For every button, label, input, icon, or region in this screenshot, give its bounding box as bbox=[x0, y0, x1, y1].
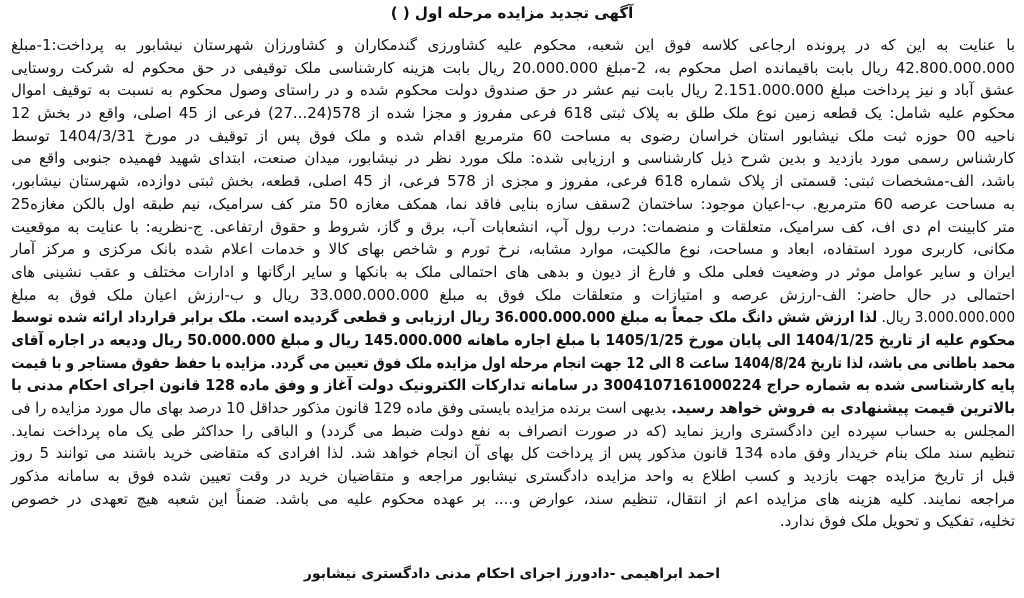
bold-text-segment: پایه کارشناسی شده به شماره حراج 3004107161000224 در سامانه تدارکات الکترونیک دولت آغاز و وفق ماده 128 قانون اجرای احکام مدنی با bbox=[11, 376, 1015, 395]
bold-text-segment: محکوم علیه از تاریخ 1404/1/25 الی پایان مورخ 1405/1/25 با مبلغ اجاره ماهانه 145.000.000 ریال و مبلغ 50.000.000 ریال ودیعه در اجاره آقای bbox=[11, 330, 1015, 349]
text-segment: احتمالی در حال حاضر: الف-ارزش عرصه و امتیازات و متعلقات ملک فوق به مبلغ 33.000.000.000 ریال و ب-ارزش اعیان ملک فوق به مبلغ bbox=[11, 285, 1016, 304]
notice-line bbox=[11, 352, 1015, 375]
text-segment: قبل از تاریخ مزایده جهت بازدید و کسب اطلاع به واحد مزایده دادگستری نیشابور مراجعه و متقاضیان خرید در وقت تعیین شده فوق به سامانه مذکور bbox=[11, 467, 1015, 486]
notice-line bbox=[11, 510, 1015, 533]
notice-line bbox=[11, 147, 1015, 170]
signature: احمد ابراهیمی -دادورز اجرای احکام مدنی دادگستری نیشابور bbox=[303, 566, 721, 582]
notice-line bbox=[11, 329, 1015, 352]
notice-body bbox=[11, 34, 1015, 533]
notice-line bbox=[11, 34, 1015, 57]
notice-line bbox=[11, 488, 1015, 511]
text-segment: 42.800.000.000 ریال بابت باقیمانده اصل محکوم به، 2-مبلغ 20.000.000 ریال بابت هزینه کارشناسی ملک توقیفی در حق محکوم له شرکت روستایی bbox=[11, 58, 1015, 77]
text-segment: مکانی، کاربری مورد استفاده، ابعاد و مساحت، نوع مالکیت، موارد مشابه، نرخ تورم و شاخص بهای کالا و خدمات اعلام شده بانک مرکزی و مرکز آمار bbox=[11, 240, 1015, 259]
notice-line bbox=[11, 125, 1015, 148]
notice-line bbox=[11, 261, 1015, 284]
notice-line bbox=[11, 216, 1015, 239]
notice-line bbox=[11, 238, 1015, 261]
notice-line bbox=[11, 57, 1015, 80]
text-segment: محکوم علیه شامل: یک قطعه زمین نوع ملک طلق به پلاک ثبتی 618 فرعی مفروز و مجزا شده از 578(24...27) فرعی از 45 اصلی، واقع در بخش 12 bbox=[11, 104, 1016, 123]
notice-line bbox=[11, 420, 1015, 443]
notice-line bbox=[11, 397, 1015, 420]
text-segment: کارشناس رسمی مورد بازدید و بدین شرح ذیل کارشناسی و ارزیابی شده: ملک مورد نظر در نیشابور، میدان صنعت، ابتدای شهید فهمیده جنوبی واقع می bbox=[11, 149, 1015, 168]
text-segment: تخلیه، تفکیک و تحویل ملک فوق ندارد. bbox=[779, 512, 1015, 531]
text-segment: متر کابینت ام دی اف، کف سرامیک، متعلقات و منضمات: درب رول آپ، انشعابات آب، برق و گاز، شروط و حقوق ارتفاعی. ج-نظریه: با عنایت به موقعیت bbox=[11, 217, 1015, 236]
bold-text-segment: محمد باطانی می باشد، لذا تاریخ 1404/8/24 ساعت 8 الی 12 جهت انجام مرحله اول مزایده ملک فوق تعیین می گردد. مزایده با حفظ حقوق مستاجر و با قیمت bbox=[11, 353, 1015, 372]
notice-line bbox=[11, 374, 1015, 397]
text-segment: بدیهی است برنده مزایده بایستی وفق ماده 129 قانون مذکور حداقل 10 درصد بهای مال مورد مزایده را فی bbox=[11, 399, 666, 417]
text-segment: المجلس به حساب سپرده این دادگستری واریز نماید (که در صورت انصراف به نفع دولت ضبط می گردد) و الباقی را حداکثر طی یک ماه پرداخت نماید. bbox=[11, 421, 1015, 440]
notice-line bbox=[11, 284, 1015, 307]
text-segment: به مساحت عرصه 60 مترمربع. ب-اعیان موجود: ساختمان 2سقف سازه بنایی فاقد نما، همکف مغازه 50 متر کف سرامیک، نیم طبقه اول بالکن مغازه25 bbox=[11, 194, 1015, 213]
text-segment: 3.000.000.000 ریال. bbox=[876, 308, 1015, 327]
text-segment: تنظیم سند ملک بنام خریدار وفق ماده 134 قانون مذکور پس از پرداخت کل بهای آن انجام خواهد شد. لذا افرادی که متقاضی خرید باشند می توانند 5 روز bbox=[11, 444, 1016, 463]
text-segment: باشد، الف-مشخصات ثبتی: قسمتی از پلاک شماره 618 فرعی، مفروز و مجزی از 578 فرعی، از 45 اصلی، قطعه، بخش ثبتی دوازده، شهرستان نیشابور، bbox=[11, 172, 1015, 191]
text-segment: عشق آباد و نیز پرداخت مبلغ 2.151.000.000 ریال بابت نیم عشر در حق صندوق دولت محکوم شده و در راستای وصول محکوم به نسبت به توقیف اموال bbox=[11, 81, 1015, 100]
text-segment: مراجعه نمایند. کلیه هزینه های مزایده اعم از انتقال، تنظیم سند، عوارض و.... بر عهده محکوم علیه می باشد. ضمناً این شعبه هیچ تعهدی در خصوص bbox=[11, 489, 1015, 508]
notice-line bbox=[11, 79, 1015, 102]
bold-text-segment: لذا ارزش شش دانگ ملک جمعاً به مبلغ 36.000.000.000 ریال ارزیابی و قطعی گردیده است. ملک برابر قرارداد ارائه شده توسط bbox=[11, 308, 877, 327]
notice-line bbox=[11, 465, 1015, 488]
notice-line bbox=[11, 193, 1015, 216]
notice-line bbox=[11, 442, 1015, 465]
text-segment: ایران و سایر عوامل موثر در وضعیت فعلی ملک و فارغ از دیون و بدهی های احتمالی ملک به بانکها و سایر ارگانها و ادارات مختلف و عقب نشینی های bbox=[11, 262, 1015, 281]
text-segment: ناحیه 00 حوزه ثبت ملک نیشابور استان خراسان رضوی به مساحت 60 مترمربع اقدام شده و ملک فوق پس از توقیف در مورخ 1404/3/31 توسط bbox=[11, 126, 1016, 145]
notice-line bbox=[11, 170, 1015, 193]
notice-line bbox=[11, 306, 1015, 329]
notice-line bbox=[11, 102, 1015, 125]
text-segment: با عنایت به این که در پرونده ارجاعی کلاسه فوق این شعبه، محکوم علیه کشاورزی گندمکاران و کشاورزان شهرستان نیشابور به پرداخت:1-مبلغ bbox=[11, 36, 1015, 54]
bold-text-segment: بالاترین قیمت پیشنهادی به فروش خواهد رسید. bbox=[665, 399, 1015, 417]
notice-title: آگهی تجدید مزایده مرحله اول ( ) bbox=[390, 4, 634, 22]
